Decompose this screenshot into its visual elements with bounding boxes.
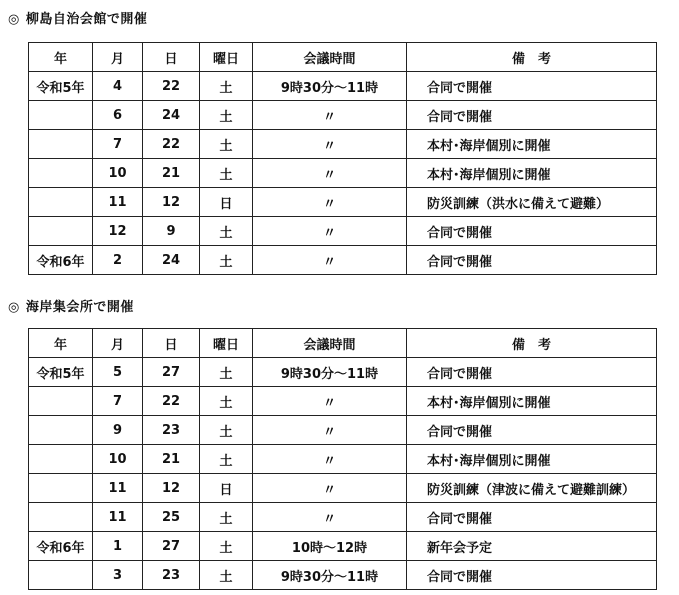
cell-meeting-time: 〃 — [253, 387, 407, 416]
table-row — [29, 358, 657, 387]
table-row — [29, 159, 657, 188]
cell-meeting-time: 〃 — [253, 217, 407, 246]
table-row — [29, 72, 657, 101]
cell-month: 11 — [93, 188, 143, 217]
header-remarks: 備 考 — [407, 43, 657, 72]
table-row — [29, 503, 657, 532]
cell-year — [29, 503, 93, 532]
header-weekday: 曜日 — [200, 43, 253, 72]
header-year: 年 — [29, 43, 93, 72]
header-day: 日 — [143, 43, 200, 72]
header-year: 年 — [29, 329, 93, 358]
cell-month: 7 — [93, 130, 143, 159]
cell-day: 22 — [143, 387, 200, 416]
cell-day: 9 — [143, 217, 200, 246]
cell-meeting-time: 〃 — [253, 503, 407, 532]
cell-month: 7 — [93, 387, 143, 416]
cell-meeting-time: 〃 — [253, 246, 407, 275]
cell-year: 令和5年 — [29, 358, 93, 387]
cell-year — [29, 130, 93, 159]
cell-remarks: 合同で開催 — [407, 561, 657, 590]
cell-month: 9 — [93, 416, 143, 445]
cell-weekday: 土 — [200, 101, 253, 130]
cell-year — [29, 188, 93, 217]
cell-day: 25 — [143, 503, 200, 532]
cell-month: 4 — [93, 72, 143, 101]
cell-day: 22 — [143, 72, 200, 101]
cell-weekday: 土 — [200, 416, 253, 445]
cell-year — [29, 387, 93, 416]
cell-month: 5 — [93, 358, 143, 387]
cell-remarks: 本村･海岸個別に開催 — [407, 387, 657, 416]
cell-remarks: 新年会予定 — [407, 532, 657, 561]
table-row — [29, 217, 657, 246]
cell-month: 1 — [93, 532, 143, 561]
cell-year — [29, 416, 93, 445]
cell-day: 12 — [143, 188, 200, 217]
cell-day: 23 — [143, 416, 200, 445]
cell-meeting-time: 〃 — [253, 130, 407, 159]
cell-remarks: 合同で開催 — [407, 217, 657, 246]
cell-weekday: 土 — [200, 503, 253, 532]
section-title-kaigan — [8, 296, 134, 315]
cell-weekday: 土 — [200, 358, 253, 387]
cell-meeting-time: 10時～12時 — [253, 532, 407, 561]
cell-month: 10 — [93, 445, 143, 474]
section-title-yanagishima — [8, 8, 147, 27]
cell-remarks: 防災訓練（津波に備えて避難訓練） — [407, 474, 657, 503]
cell-weekday: 土 — [200, 387, 253, 416]
header-meeting-time: 会議時間 — [253, 329, 407, 358]
cell-month: 2 — [93, 246, 143, 275]
cell-day: 12 — [143, 474, 200, 503]
cell-remarks: 本村･海岸個別に開催 — [407, 130, 657, 159]
cell-remarks: 合同で開催 — [407, 72, 657, 101]
table-row — [29, 188, 657, 217]
cell-month: 3 — [93, 561, 143, 590]
cell-year — [29, 101, 93, 130]
cell-remarks: 防災訓練（洪水に備えて避難） — [407, 188, 657, 217]
table-row — [29, 532, 657, 561]
cell-weekday: 土 — [200, 561, 253, 590]
table-header-row — [29, 329, 657, 358]
cell-meeting-time: 9時30分～11時 — [253, 561, 407, 590]
cell-day: 23 — [143, 561, 200, 590]
cell-weekday: 土 — [200, 532, 253, 561]
cell-year: 令和5年 — [29, 72, 93, 101]
cell-meeting-time: 〃 — [253, 474, 407, 503]
schedule-table-kaigan — [28, 328, 657, 590]
cell-meeting-time: 〃 — [253, 416, 407, 445]
table-header-row — [29, 43, 657, 72]
cell-remarks: 合同で開催 — [407, 246, 657, 275]
cell-meeting-time: 〃 — [253, 101, 407, 130]
header-day: 日 — [143, 329, 200, 358]
cell-remarks: 本村･海岸個別に開催 — [407, 159, 657, 188]
cell-month: 11 — [93, 503, 143, 532]
cell-day: 24 — [143, 101, 200, 130]
cell-meeting-time: 〃 — [253, 159, 407, 188]
cell-year: 令和6年 — [29, 532, 93, 561]
cell-month: 10 — [93, 159, 143, 188]
cell-month: 12 — [93, 217, 143, 246]
table-row — [29, 474, 657, 503]
cell-remarks: 合同で開催 — [407, 101, 657, 130]
cell-weekday: 日 — [200, 188, 253, 217]
cell-remarks: 合同で開催 — [407, 358, 657, 387]
cell-month: 6 — [93, 101, 143, 130]
header-weekday: 曜日 — [200, 329, 253, 358]
cell-day: 21 — [143, 445, 200, 474]
double-circle-icon: ◎ — [8, 300, 20, 315]
cell-weekday: 土 — [200, 445, 253, 474]
cell-day: 27 — [143, 532, 200, 561]
cell-day: 22 — [143, 130, 200, 159]
double-circle-icon: ◎ — [8, 12, 20, 27]
header-month: 月 — [93, 329, 143, 358]
section-title-text: 海岸集会所で開催 — [25, 300, 134, 315]
cell-year — [29, 445, 93, 474]
cell-remarks: 合同で開催 — [407, 503, 657, 532]
cell-meeting-time: 9時30分～11時 — [253, 72, 407, 101]
cell-year: 令和6年 — [29, 246, 93, 275]
table-row — [29, 101, 657, 130]
cell-weekday: 土 — [200, 159, 253, 188]
table-row — [29, 130, 657, 159]
cell-month: 11 — [93, 474, 143, 503]
cell-remarks: 合同で開催 — [407, 416, 657, 445]
cell-weekday: 土 — [200, 217, 253, 246]
cell-meeting-time: 〃 — [253, 188, 407, 217]
header-meeting-time: 会議時間 — [253, 43, 407, 72]
cell-remarks: 本村･海岸個別に開催 — [407, 445, 657, 474]
cell-weekday: 日 — [200, 474, 253, 503]
cell-day: 21 — [143, 159, 200, 188]
cell-weekday: 土 — [200, 130, 253, 159]
cell-meeting-time: 〃 — [253, 445, 407, 474]
cell-weekday: 土 — [200, 246, 253, 275]
cell-meeting-time: 9時30分～11時 — [253, 358, 407, 387]
schedule-table-yanagishima — [28, 42, 657, 275]
table-row — [29, 387, 657, 416]
cell-weekday: 土 — [200, 72, 253, 101]
header-month: 月 — [93, 43, 143, 72]
cell-year — [29, 159, 93, 188]
table-row — [29, 561, 657, 590]
table-row — [29, 416, 657, 445]
table-row — [29, 246, 657, 275]
cell-year — [29, 474, 93, 503]
header-remarks: 備 考 — [407, 329, 657, 358]
cell-year — [29, 561, 93, 590]
section-title-text: 柳島自治会館で開催 — [25, 12, 148, 27]
cell-year — [29, 217, 93, 246]
table-row — [29, 445, 657, 474]
cell-day: 24 — [143, 246, 200, 275]
cell-day: 27 — [143, 358, 200, 387]
